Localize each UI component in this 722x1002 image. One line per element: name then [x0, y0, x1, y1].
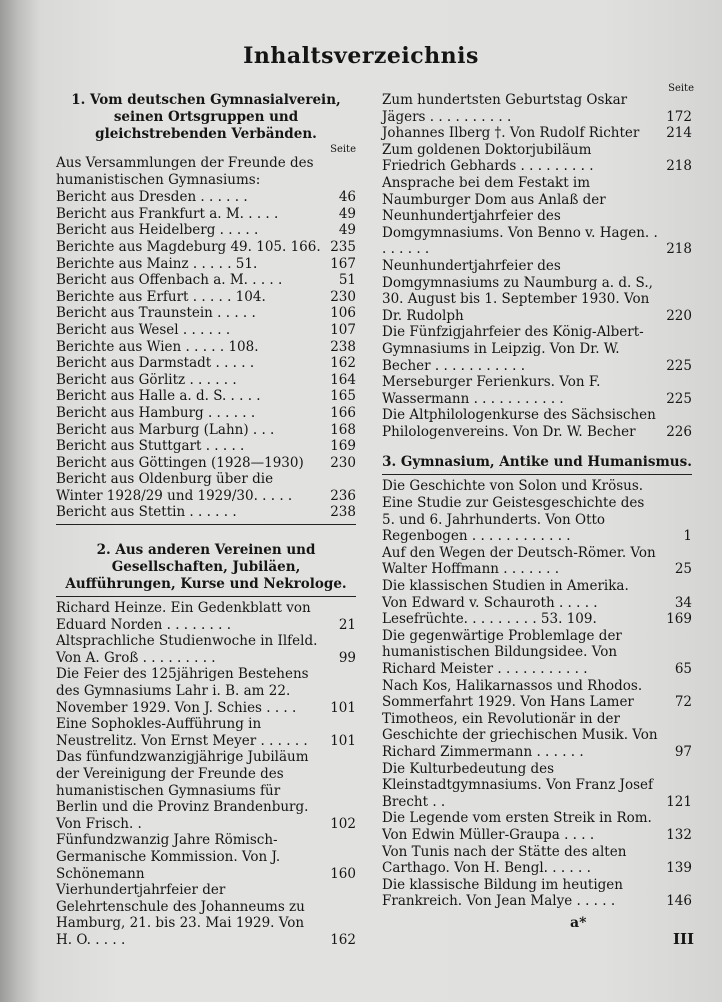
toc-entry-text: Bericht aus Frankfurt a. M. . . . .	[56, 205, 279, 222]
toc-entry-page: 65	[674, 661, 692, 677]
toc-entry-text: Die Kulturbedeutung des Kleinstadtgymnasiums. Von Franz Josef Brecht . .	[382, 760, 653, 810]
toc-entry-page: 225	[666, 390, 692, 407]
toc-entry-text: Bericht aus Darmstadt . . . . .	[56, 355, 255, 372]
toc-entry-text: Eine Sophokles-Aufführung in Neustrelitz. Von Ernst Meyer . . . . . .	[56, 716, 308, 749]
toc-entry-text: Merseburger Ferienkurs. Von F. Wassermann . . . . . . . . . . .	[382, 374, 601, 407]
toc-entry-text: Das fünfundzwanzigjährige Jubiläum der Vereinigung der Freunde des humanistischen Gymnasiums für Berlin und die Provinz Brandenburg. Von Frisch. .	[56, 749, 309, 832]
section-2-entries	[56, 600, 356, 948]
toc-entry	[382, 810, 692, 843]
toc-entry-page: 164	[330, 371, 356, 388]
toc-entry-text: Altsprachliche Studienwoche in Ilfeld. Von A. Groß . . . . . . . . .	[56, 633, 318, 666]
toc-entry-text: Vierhundertjahrfeier der Gelehrtenschule des Johanneums zu Hamburg, 21. bis 23. Mai 1929. Von H. O. . . . .	[56, 882, 305, 948]
page-number: III	[673, 930, 695, 948]
toc-entry-text: Bericht aus Offenbach a. M. . . . .	[56, 272, 283, 289]
toc-entry	[382, 711, 692, 761]
toc-entry	[56, 716, 356, 749]
toc-entry	[56, 239, 356, 256]
toc-entry-page: 101	[330, 732, 356, 749]
toc-entry-page: 230	[330, 288, 356, 305]
toc-entry-text: Bericht aus Traunstein . . . . .	[56, 305, 256, 322]
toc-entry-text: Die Legende vom ersten Streik in Rom. Von Edwin Müller-Graupa . . . .	[382, 810, 652, 843]
toc-entry	[56, 206, 356, 223]
toc-entry-page: 160	[330, 865, 356, 882]
toc-entry	[382, 678, 692, 711]
toc-entry	[56, 600, 356, 633]
toc-entry	[382, 125, 692, 142]
toc-entry	[382, 142, 692, 175]
page-title: Inhaltsverzeichnis	[243, 43, 479, 69]
toc-entry-page: 165	[330, 388, 356, 405]
toc-entry	[56, 832, 356, 882]
separator-rule	[56, 596, 356, 597]
seite-label-right: Seite	[668, 83, 694, 94]
toc-entry-text: Berichte aus Magdeburg 49. 105. 166.	[56, 238, 321, 255]
toc-entry-text: Berichte aus Erfurt . . . . . 104.	[56, 288, 266, 305]
toc-entry-text: Bericht aus Oldenburg über die Winter 1928/29 und 1929/30. . . . .	[56, 471, 293, 504]
toc-entry	[56, 222, 356, 239]
toc-entry-text: Richard Heinze. Ein Gedenkblatt von Eduard Norden . . . . . . . .	[56, 600, 311, 633]
toc-entry-text: Timotheos, ein Revolutionär in der Geschichte der griechischen Musik. Von Richard Zimmermann . . . . . .	[382, 710, 658, 760]
toc-entry	[56, 289, 356, 306]
toc-entry-page: 236	[330, 487, 356, 504]
toc-entry	[56, 322, 356, 339]
toc-entry	[56, 471, 356, 504]
toc-entry-page: 107	[330, 321, 356, 338]
toc-entry	[56, 882, 356, 948]
toc-entry	[382, 258, 692, 324]
toc-entry	[382, 92, 692, 125]
toc-entry-page: 49	[338, 222, 356, 239]
toc-entry-page: 72	[674, 694, 692, 711]
toc-entry	[56, 749, 356, 832]
toc-entry	[56, 189, 356, 206]
toc-entry	[382, 478, 692, 544]
toc-entry-page: 25	[674, 561, 692, 578]
toc-entry-text: Berichte aus Mainz . . . . . 51.	[56, 255, 258, 272]
toc-entry	[56, 355, 356, 372]
toc-entry	[382, 844, 692, 877]
toc-entry	[56, 272, 356, 289]
toc-entry-text: Zum hundertsten Geburtstag Oskar Jägers . . . . . . . . . .	[382, 92, 628, 125]
toc-entry-text: Bericht aus Stettin . . . . . .	[56, 504, 237, 521]
toc-entry-page: 238	[330, 504, 356, 521]
toc-entry	[382, 611, 692, 628]
toc-entry-text: Bericht aus Dresden . . . . . .	[56, 189, 248, 206]
seite-label-left: Seite	[330, 144, 356, 155]
toc-entry-page: 99	[338, 649, 356, 666]
toc-entry-text: Die Geschichte von Solon und Krösus. Eine Studie zur Geistesgeschichte des 5. und 6. Jahrhunderts. Von Otto Regenbogen . . . . . . . . . . . .	[382, 478, 645, 545]
toc-entry-page: 166	[330, 404, 356, 421]
toc-entry-page: 1	[683, 528, 692, 545]
toc-entry-page: 21	[338, 616, 356, 633]
separator-rule	[382, 474, 692, 475]
toc-entry-text: Bericht aus Marburg (Lahn) . . .	[56, 421, 275, 438]
toc-entry-text: Neunhundertjahrfeier des Domgymnasiums zu Naumburg a. d. S., 30. August bis 1. September 1930. Von Dr. Rudolph	[382, 257, 653, 324]
toc-entry-page: 235	[330, 238, 356, 255]
toc-entry-page: 102	[330, 815, 356, 832]
toc-entry	[382, 175, 692, 258]
right-column	[382, 83, 694, 910]
toc-entry-text: Bericht aus Görlitz . . . . . .	[56, 371, 237, 388]
toc-entry	[382, 374, 692, 407]
toc-entry	[382, 761, 692, 811]
toc-entry-page: 162	[330, 931, 356, 948]
toc-entry	[56, 422, 356, 439]
toc-entry	[382, 407, 692, 440]
toc-entry	[56, 388, 356, 405]
toc-entry	[56, 339, 356, 356]
signature-mark: a*	[570, 915, 587, 931]
toc-entry-text: Berichte aus Wien . . . . . 108.	[56, 338, 259, 355]
toc-entry-page: 172	[666, 108, 692, 125]
section-1-2-continued-entries	[382, 92, 692, 440]
toc-entry-text: Bericht aus Stuttgart . . . . .	[56, 438, 245, 455]
toc-entry-text: Bericht aus Wesel . . . . . .	[56, 321, 231, 338]
toc-entry	[382, 545, 692, 578]
toc-entry	[382, 877, 692, 910]
toc-entry-page: 226	[666, 423, 692, 440]
toc-entry-text: Die Fünfzigjahrfeier des König-Albert-Gymnasiums in Leipzig. Von Dr. W. Becher . . . . . . . . . . .	[382, 324, 644, 374]
toc-entry	[382, 628, 692, 678]
toc-entry-text: Johannes Ilberg †. Von Rudolf Richter	[382, 125, 640, 142]
toc-entry-page: 169	[666, 611, 692, 628]
toc-entry-page: 146	[666, 893, 692, 910]
toc-entry-page: 167	[330, 255, 356, 272]
toc-entry-page: 101	[330, 699, 356, 716]
toc-entry-page: 106	[330, 305, 356, 322]
toc-entry-text: Die klassischen Studien in Amerika. Von Edward v. Schauroth . . . . .	[382, 578, 629, 611]
left-column	[56, 92, 356, 949]
toc-entry-text: Ansprache bei dem Festakt im Naumburger Dom aus Anlaß der Neunhundertjahrfeier des Domgymnasiums. Von Benno v. Hagen. . . . . . . .	[382, 174, 658, 258]
toc-entry-page: 34	[674, 594, 692, 611]
toc-entry-text: Lesefrüchte. . . . . . . . . 53. 109.	[382, 611, 597, 628]
toc-entry	[56, 455, 356, 472]
toc-entry	[56, 305, 356, 322]
toc-entry-text: Fünfundzwanzig Jahre Römisch-Germanische Kommission. Von J. Schönemann	[56, 832, 281, 882]
section-1-entries	[56, 189, 356, 521]
toc-entry-text: Die klassische Bildung im heutigen Frankreich. Von Jean Malye . . . . .	[382, 876, 623, 910]
toc-entry-text: Auf den Wegen der Deutsch-Römer. Von Walter Hoffmann . . . . . . .	[382, 544, 656, 578]
toc-entry	[382, 578, 692, 611]
toc-entry-page: 168	[330, 421, 356, 438]
toc-entry-page: 220	[666, 307, 692, 324]
toc-entry-page: 162	[330, 355, 356, 372]
toc-entry	[56, 438, 356, 455]
toc-entry	[56, 405, 356, 422]
toc-entry-text: Bericht aus Heidelberg . . . . .	[56, 222, 259, 239]
section-1-heading: 1. Vom deutschen Gymnasialverein, seinen Ortsgruppen und gleichstrebenden Verbänden.	[71, 92, 341, 142]
toc-entry-page: 132	[666, 826, 692, 843]
section-2-heading: 2. Aus anderen Vereinen und Gesellschaften, Jubiläen, Aufführungen, Kurse und Nekrologe.	[65, 542, 347, 593]
separator-rule	[56, 524, 356, 525]
toc-entry	[56, 256, 356, 273]
toc-entry-page: 214	[666, 125, 692, 142]
section-3-heading: 3. Gymnasium, Antike und Humanismus.	[382, 454, 692, 471]
toc-entry-page: 46	[338, 189, 356, 206]
toc-entry-page: 121	[666, 793, 692, 810]
toc-entry-text: Bericht aus Göttingen (1928—1930)	[56, 454, 304, 471]
toc-entry-page: 218	[666, 241, 692, 258]
toc-entry-text: Nach Kos, Halikarnassos und Rhodos. Sommerfahrt 1929. Von Hans Lamer	[382, 677, 643, 711]
toc-entry	[56, 633, 356, 666]
toc-entry-text: Die gegenwärtige Problemlage der humanistischen Bildungsidee. Von Richard Meister . . . . . . . . . . .	[382, 627, 622, 677]
toc-entry-page: 230	[330, 454, 356, 471]
toc-entry-text: Bericht aus Hamburg . . . . . .	[56, 404, 256, 421]
toc-entry-page: 51	[338, 272, 356, 289]
toc-entry	[56, 372, 356, 389]
toc-entry	[56, 504, 356, 521]
toc-entry-page: 238	[330, 338, 356, 355]
toc-entry	[382, 324, 692, 374]
toc-entry-text: Bericht aus Halle a. d. S. . . . .	[56, 388, 261, 405]
toc-entry	[56, 666, 356, 716]
toc-entry-page: 49	[338, 205, 356, 222]
toc-entry-page: 97	[674, 743, 692, 760]
toc-entry-text: Von Tunis nach der Stätte des alten Carthago. Von H. Bengl. . . . . .	[382, 843, 627, 877]
toc-entry-page: 139	[666, 860, 692, 877]
toc-entry-text: Die Altphilologenkurse des Sächsischen Philologenvereins. Von Dr. W. Becher	[382, 407, 656, 440]
toc-entry-page: 218	[666, 158, 692, 175]
toc-entry-text: Die Feier des 125jährigen Bestehens des Gymnasiums Lahr i. B. am 22. November 1929. Von J. Schies . . . .	[56, 666, 309, 716]
toc-entry-page: 225	[666, 357, 692, 374]
toc-entry-page: 169	[330, 438, 356, 455]
section-1-intro: Aus Versammlungen der Freunde des humanistischen Gymnasiums:	[56, 155, 314, 188]
toc-entry-text: Zum goldenen Doktorjubiläum Friedrich Gebhards . . . . . . . . .	[382, 141, 594, 175]
section-3-entries	[382, 478, 692, 909]
